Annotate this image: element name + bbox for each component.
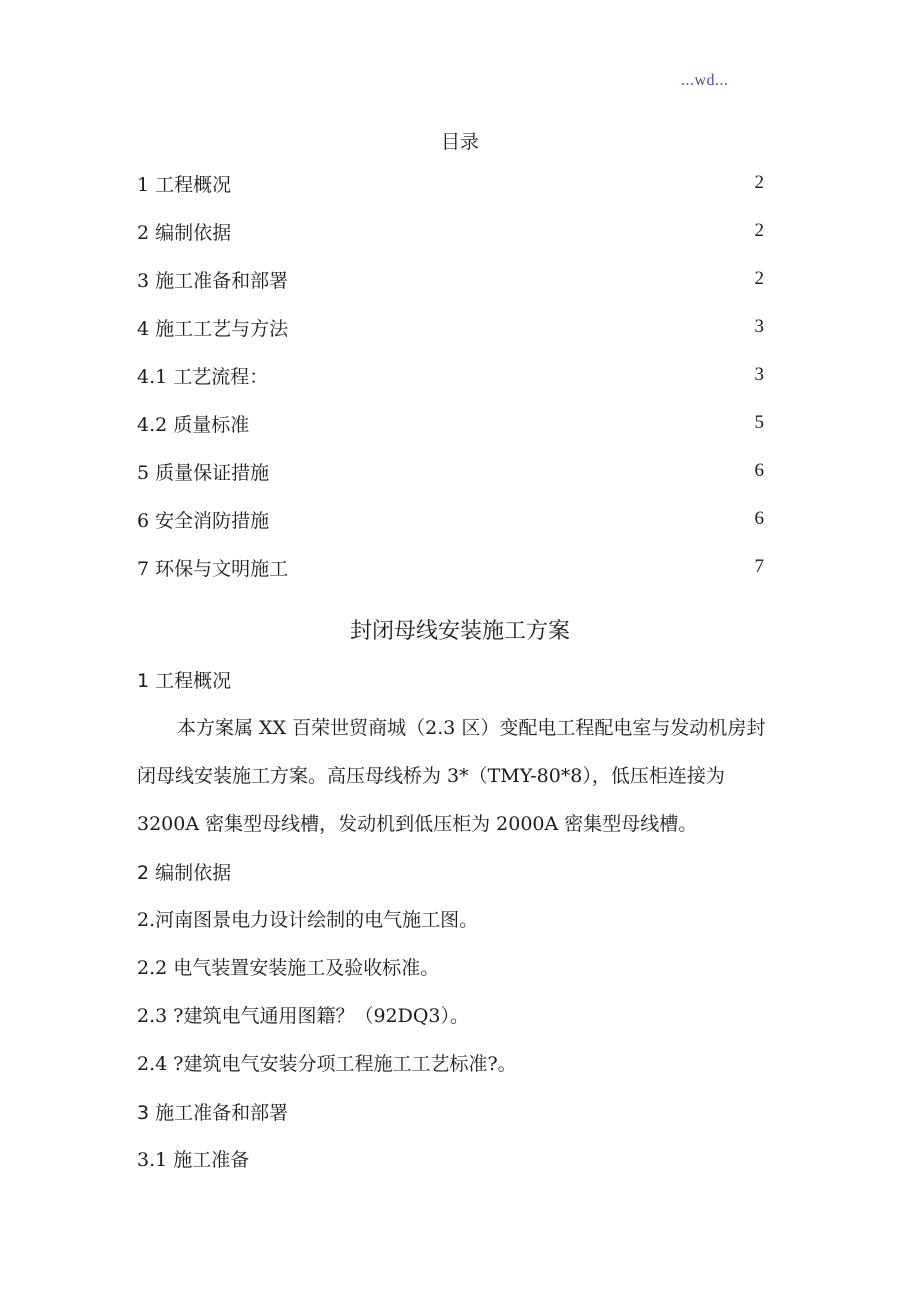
list-item: 2.河南图景电力设计绘制的电气施工图。: [137, 909, 479, 931]
toc-entry-label: 2 编制依据: [137, 221, 232, 244]
section-heading: 1 工程概况: [137, 670, 232, 692]
toc-entry[interactable]: [137, 265, 764, 293]
toc-entry-page: 2: [754, 220, 764, 241]
toc-entry[interactable]: [137, 553, 764, 581]
section-heading: 3 施工准备和部署: [137, 1102, 289, 1124]
paragraph-line: 本方案属 XX 百荣世贸商城（2.3 区）变配电工程配电室与发动机房封: [177, 717, 766, 739]
paragraph-line: 闭母线安装施工方案。高压母线桥为 3*（TMY-80*8），低压柜连接为: [137, 765, 725, 787]
toc-entry-page: 6: [754, 508, 764, 529]
paragraph-line: 3200A 密集型母线槽，发动机到低压柜为 2000A 密集型母线槽。: [137, 813, 698, 835]
toc-entry-label: 3 施工准备和部署: [137, 269, 289, 292]
toc-entry-label: 1 工程概况: [137, 173, 232, 196]
toc-entry-page: 2: [754, 268, 764, 289]
toc-title: 目录: [440, 131, 479, 153]
toc-entry[interactable]: [137, 313, 764, 341]
toc-entry-page: 3: [754, 316, 764, 337]
toc-entry-label: 7 环保与文明施工: [137, 557, 289, 580]
list-item: 2.4 ?建筑电气安装分项工程施工工艺标准?。: [137, 1053, 517, 1075]
toc-entry[interactable]: [137, 217, 764, 245]
section-heading: 2 编制依据: [137, 862, 232, 884]
toc-entry-page: 5: [754, 412, 764, 433]
toc-entry[interactable]: [137, 409, 764, 437]
toc-entry[interactable]: [137, 361, 764, 389]
toc-entry-page: 3: [754, 364, 764, 385]
list-item: 3.1 施工准备: [137, 1149, 250, 1171]
toc-entry[interactable]: [137, 505, 764, 533]
document-title: 封闭母线安装施工方案: [349, 619, 570, 644]
toc-entry-label: 4.1 工艺流程：: [137, 365, 269, 388]
header-mark: ...wd...: [681, 72, 729, 89]
toc-entry-page: 2: [754, 172, 764, 193]
toc-entry[interactable]: [137, 457, 764, 485]
toc-entry-label: 4 施工工艺与方法: [137, 317, 289, 340]
list-item: 2.2 电气装置安装施工及验收标准。: [137, 957, 440, 979]
list-item: 2.3 ?建筑电气通用图籍？（92DQ3）。: [137, 1005, 470, 1027]
toc-entry-label: 6 安全消防措施: [137, 509, 270, 532]
toc-entry-label: 5 质量保证措施: [137, 461, 270, 484]
toc-entry-label: 4.2 质量标准: [137, 413, 250, 436]
toc-entry-page: 7: [754, 556, 764, 577]
toc-entry[interactable]: [137, 169, 764, 197]
toc-entry-page: 6: [754, 460, 764, 481]
